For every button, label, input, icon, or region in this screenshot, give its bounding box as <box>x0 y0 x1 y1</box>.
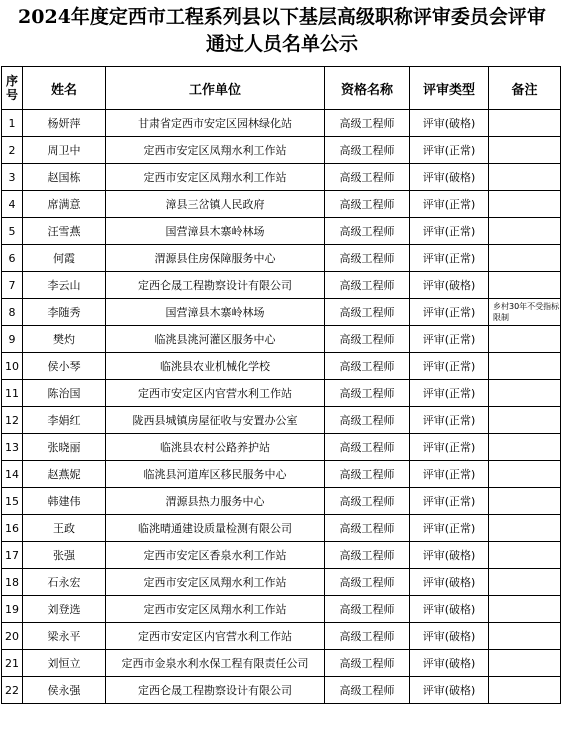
person-name: 张晓丽 <box>23 434 106 461</box>
row-number: 19 <box>2 596 23 623</box>
person-name: 张强 <box>23 542 106 569</box>
qualification: 高级工程师 <box>325 110 410 137</box>
row-number: 18 <box>2 569 23 596</box>
review-type: 评审(正常) <box>410 245 489 272</box>
person-name: 刘恒立 <box>23 650 106 677</box>
person-name: 梁永平 <box>23 623 106 650</box>
qualification: 高级工程师 <box>325 137 410 164</box>
remarks <box>489 542 561 569</box>
remarks <box>489 137 561 164</box>
table-row <box>2 515 561 542</box>
review-type: 评审(正常) <box>410 380 489 407</box>
row-number: 16 <box>2 515 23 542</box>
person-name: 侯永强 <box>23 677 106 704</box>
work-unit: 漳县三岔镇人民政府 <box>106 191 325 218</box>
row-number: 9 <box>2 326 23 353</box>
work-unit: 渭源县住房保障服务中心 <box>106 245 325 272</box>
table-header-row <box>2 67 561 110</box>
person-name: 石永宏 <box>23 569 106 596</box>
remarks <box>489 488 561 515</box>
review-type: 评审(正常) <box>410 353 489 380</box>
table-row <box>2 164 561 191</box>
review-type: 评审(破格) <box>410 542 489 569</box>
review-type: 评审(破格) <box>410 650 489 677</box>
review-type: 评审(破格) <box>410 677 489 704</box>
table-row <box>2 596 561 623</box>
title-line-2: 通过人员名单公示 <box>205 33 358 55</box>
work-unit: 甘肃省定西市安定区园林绿化站 <box>106 110 325 137</box>
person-name: 汪雪燕 <box>23 218 106 245</box>
table-row <box>2 326 561 353</box>
work-unit: 定西仑晟工程勘察设计有限公司 <box>106 272 325 299</box>
work-unit: 定西市安定区凤翔水利工作站 <box>106 164 325 191</box>
row-number: 6 <box>2 245 23 272</box>
qualification: 高级工程师 <box>325 461 410 488</box>
table-row <box>2 407 561 434</box>
remarks <box>489 380 561 407</box>
qualification: 高级工程师 <box>325 164 410 191</box>
qualification: 高级工程师 <box>325 650 410 677</box>
work-unit: 临洮县农村公路养护站 <box>106 434 325 461</box>
qualification: 高级工程师 <box>325 326 410 353</box>
row-number: 12 <box>2 407 23 434</box>
table-row <box>2 623 561 650</box>
review-type: 评审(正常) <box>410 326 489 353</box>
work-unit: 国营漳县木寨岭林场 <box>106 218 325 245</box>
header-no: 序号 <box>2 67 23 110</box>
work-unit: 定西仑晟工程勘察设计有限公司 <box>106 677 325 704</box>
work-unit: 定西市安定区凤翔水利工作站 <box>106 596 325 623</box>
work-unit: 渭源县热力服务中心 <box>106 488 325 515</box>
table-row <box>2 461 561 488</box>
work-unit: 定西市金泉水利水保工程有限责任公司 <box>106 650 325 677</box>
qualification: 高级工程师 <box>325 677 410 704</box>
person-name: 王政 <box>23 515 106 542</box>
remarks <box>489 569 561 596</box>
remarks <box>489 596 561 623</box>
table-row <box>2 488 561 515</box>
review-type: 评审(正常) <box>410 137 489 164</box>
person-name: 席满意 <box>23 191 106 218</box>
work-unit: 陇西县城镇房屋征收与安置办公室 <box>106 407 325 434</box>
work-unit: 临洮县洮河灌区服务中心 <box>106 326 325 353</box>
person-name: 何霞 <box>23 245 106 272</box>
person-name: 李云山 <box>23 272 106 299</box>
review-type: 评审(破格) <box>410 596 489 623</box>
person-name: 韩建伟 <box>23 488 106 515</box>
remarks <box>489 272 561 299</box>
work-unit: 定西市安定区凤翔水利工作站 <box>106 137 325 164</box>
remarks <box>489 353 561 380</box>
review-type: 评审(破格) <box>410 164 489 191</box>
row-number: 17 <box>2 542 23 569</box>
qualification: 高级工程师 <box>325 245 410 272</box>
remarks <box>489 515 561 542</box>
remarks <box>489 110 561 137</box>
person-name: 周卫中 <box>23 137 106 164</box>
row-number: 11 <box>2 380 23 407</box>
person-name: 杨妍萍 <box>23 110 106 137</box>
remarks <box>489 650 561 677</box>
person-name: 陈治国 <box>23 380 106 407</box>
work-unit: 临洮县河道库区移民服务中心 <box>106 461 325 488</box>
row-number: 20 <box>2 623 23 650</box>
table-row <box>2 299 561 326</box>
review-type: 评审(正常) <box>410 434 489 461</box>
person-name: 樊灼 <box>23 326 106 353</box>
work-unit: 定西市安定区内官营水利工作站 <box>106 380 325 407</box>
review-type: 评审(破格) <box>410 110 489 137</box>
remarks: 乡村30年不受指标限制 <box>489 299 561 326</box>
row-number: 14 <box>2 461 23 488</box>
qualification: 高级工程师 <box>325 515 410 542</box>
header-unit: 工作单位 <box>106 67 325 110</box>
title-line-1: 2024年度定西市工程系列县以下基层高级职称评审委员会评审 <box>18 6 546 28</box>
qualification: 高级工程师 <box>325 272 410 299</box>
row-number: 22 <box>2 677 23 704</box>
qualification: 高级工程师 <box>325 353 410 380</box>
work-unit: 临洮县农业机械化学校 <box>106 353 325 380</box>
row-number: 15 <box>2 488 23 515</box>
review-type: 评审(正常) <box>410 191 489 218</box>
qualification: 高级工程师 <box>325 299 410 326</box>
review-type: 评审(正常) <box>410 407 489 434</box>
remarks <box>489 434 561 461</box>
table-row <box>2 380 561 407</box>
qualification: 高级工程师 <box>325 488 410 515</box>
person-name: 侯小琴 <box>23 353 106 380</box>
remarks <box>489 461 561 488</box>
row-number: 2 <box>2 137 23 164</box>
remarks <box>489 245 561 272</box>
row-number: 4 <box>2 191 23 218</box>
table-row <box>2 191 561 218</box>
roster-table <box>1 66 561 704</box>
table-row <box>2 434 561 461</box>
header-review-type: 评审类型 <box>410 67 489 110</box>
review-type: 评审(正常) <box>410 515 489 542</box>
person-name: 李娟红 <box>23 407 106 434</box>
table-row <box>2 218 561 245</box>
work-unit: 定西市安定区凤翔水利工作站 <box>106 569 325 596</box>
table-row <box>2 137 561 164</box>
work-unit: 临洮晴通建设质量检测有限公司 <box>106 515 325 542</box>
qualification: 高级工程师 <box>325 434 410 461</box>
table-row <box>2 569 561 596</box>
review-type: 评审(正常) <box>410 218 489 245</box>
table-row <box>2 245 561 272</box>
row-number: 10 <box>2 353 23 380</box>
review-type: 评审(正常) <box>410 299 489 326</box>
header-name: 姓名 <box>23 67 106 110</box>
table-row <box>2 110 561 137</box>
qualification: 高级工程师 <box>325 569 410 596</box>
work-unit: 定西市安定区内官营水利工作站 <box>106 623 325 650</box>
table-row <box>2 650 561 677</box>
qualification: 高级工程师 <box>325 191 410 218</box>
person-name: 赵国栋 <box>23 164 106 191</box>
qualification: 高级工程师 <box>325 218 410 245</box>
row-number: 13 <box>2 434 23 461</box>
row-number: 7 <box>2 272 23 299</box>
remarks <box>489 623 561 650</box>
review-type: 评审(正常) <box>410 461 489 488</box>
remarks <box>489 164 561 191</box>
remarks <box>489 407 561 434</box>
work-unit: 定西市安定区香泉水利工作站 <box>106 542 325 569</box>
remarks <box>489 326 561 353</box>
work-unit: 国营漳县木寨岭林场 <box>106 299 325 326</box>
person-name: 刘登选 <box>23 596 106 623</box>
person-name: 赵燕妮 <box>23 461 106 488</box>
header-qualification: 资格名称 <box>325 67 410 110</box>
row-number: 21 <box>2 650 23 677</box>
review-type: 评审(破格) <box>410 272 489 299</box>
header-remarks: 备注 <box>489 67 561 110</box>
qualification: 高级工程师 <box>325 542 410 569</box>
person-name: 李随秀 <box>23 299 106 326</box>
qualification: 高级工程师 <box>325 596 410 623</box>
qualification: 高级工程师 <box>325 380 410 407</box>
row-number: 1 <box>2 110 23 137</box>
table-row <box>2 353 561 380</box>
table-row <box>2 677 561 704</box>
row-number: 5 <box>2 218 23 245</box>
table-row <box>2 272 561 299</box>
remarks <box>489 218 561 245</box>
qualification: 高级工程师 <box>325 623 410 650</box>
table-row <box>2 542 561 569</box>
remarks <box>489 677 561 704</box>
row-number: 8 <box>2 299 23 326</box>
review-type: 评审(破格) <box>410 623 489 650</box>
review-type: 评审(正常) <box>410 488 489 515</box>
row-number: 3 <box>2 164 23 191</box>
review-type: 评审(破格) <box>410 569 489 596</box>
remarks <box>489 191 561 218</box>
qualification: 高级工程师 <box>325 407 410 434</box>
